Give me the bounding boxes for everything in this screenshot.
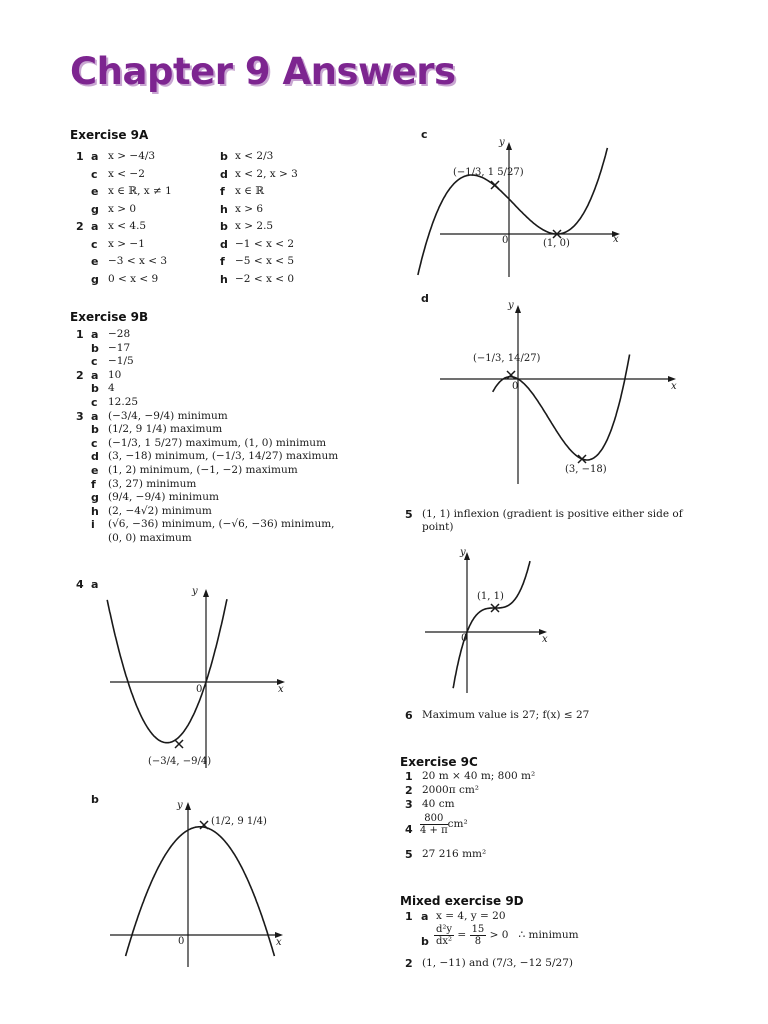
- graph-4b-origin: 0: [178, 936, 185, 947]
- graph-d: [435, 298, 685, 488]
- answer-text: x > −4/3: [108, 150, 156, 162]
- curve4b-line: [126, 827, 275, 956]
- answer-text: (√6, −36) minimum, (−√6, −36) minimum,: [108, 518, 335, 531]
- exercise-9b-row: [70, 410, 400, 424]
- exercise-9b-row: [70, 450, 400, 464]
- part-letter: d: [220, 237, 228, 251]
- answer-text: (3, −18) minimum, (−1/3, 14/27) maximum: [108, 450, 339, 463]
- part-letter: b: [91, 423, 99, 437]
- part-letter: a: [91, 328, 99, 341]
- exercise-9a-row: [70, 220, 370, 238]
- question-4b-letter: b: [91, 793, 99, 806]
- part-letter: e: [91, 185, 99, 198]
- answer-text: −1 < x < 2: [235, 237, 295, 250]
- exercise-9c-q1-answer: 20 m × 40 m; 800 m²: [422, 770, 536, 782]
- graph-5: [420, 545, 570, 695]
- answer-text: (2, −4√2) minimum: [108, 504, 212, 517]
- part-letter: g: [91, 491, 99, 505]
- answer-text: −3 < x < 3: [108, 255, 168, 267]
- graph-4b-x-label: x: [276, 937, 282, 948]
- part-letter: b: [220, 150, 228, 163]
- part-letter: a: [91, 150, 99, 163]
- exercise-9b-row: [70, 518, 400, 532]
- part-letter: f: [220, 185, 225, 198]
- part-letter: c: [91, 237, 98, 251]
- q4-fraction-numerator: 800: [420, 813, 448, 825]
- answer-text: (−3/4, −9/4) minimum: [108, 409, 228, 422]
- exercise-9b-row: [70, 478, 400, 492]
- answer-text: x > 0: [108, 202, 137, 215]
- graph-d-x-label: x: [671, 381, 677, 392]
- exercise-9b-row: [70, 491, 400, 505]
- exercise-9b-row: [70, 505, 400, 519]
- exercise-9b-row: [70, 369, 400, 383]
- part-letter: a: [91, 409, 99, 423]
- graph-4a-point-label: (−3/4, −9/4): [148, 756, 212, 767]
- graph-4a-origin: 0: [196, 684, 203, 695]
- graph-5-x-label: x: [542, 634, 548, 645]
- graph-4a: [100, 580, 300, 780]
- part-letter: h: [220, 202, 228, 216]
- graph-4a-x-label: x: [278, 684, 284, 695]
- part-letter: c: [91, 436, 98, 450]
- answer-text: (3, 27) minimum: [108, 477, 197, 490]
- answer-text: (1, 2) minimum, (−1, −2) maximum: [108, 463, 298, 476]
- exercise-9b-row: [70, 396, 400, 410]
- answer-text: −2 < x < 0: [235, 272, 295, 285]
- answer-text: −17: [108, 341, 131, 354]
- exercise-9d-q1b-letter: b: [421, 935, 429, 948]
- graph-4a-point-marker: [175, 740, 183, 748]
- answer-text: x < 2/3: [235, 150, 274, 162]
- graph-c-origin: 0: [502, 235, 509, 246]
- part-letter: i: [91, 518, 95, 532]
- question-4a-letter: a: [91, 578, 99, 591]
- part-letter: b: [91, 341, 99, 355]
- exercise-9b-heading: Exercise 9B: [70, 310, 149, 324]
- answer-text: −28: [108, 328, 131, 340]
- graph-c-y-label: y: [499, 137, 505, 148]
- graph-5-point-label: (1, 1): [477, 591, 504, 602]
- question-4-number: 4: [76, 578, 84, 591]
- part-letter: g: [91, 202, 99, 216]
- part-letter: e: [91, 255, 99, 268]
- exercise-9b-row: [70, 437, 400, 451]
- graph-d-letter: d: [421, 292, 429, 305]
- exercise-9b-row: [70, 355, 400, 369]
- graph-4a-y-label: y: [192, 586, 198, 597]
- answer-text: (0, 0) maximum: [108, 531, 192, 544]
- part-letter: a: [91, 220, 99, 233]
- q1b-value-bottom: 8: [474, 936, 482, 947]
- exercise-9a-row: [70, 238, 370, 256]
- exercise-9a-row: [70, 255, 370, 273]
- q1b-deriv-top: d²y: [436, 924, 453, 935]
- exercise-9d-q1a-answer: x = 4, y = 20: [436, 910, 506, 922]
- question-number: 2: [76, 220, 84, 233]
- q1b-conclusion: > 0 ∴ minimum: [489, 929, 579, 941]
- question-number: 1: [76, 150, 84, 163]
- answer-text: x > 6: [235, 202, 264, 215]
- exercise-9c-heading: Exercise 9C: [400, 755, 478, 769]
- exercise-9b-row: [70, 423, 400, 437]
- exercise-9a-row: [70, 185, 370, 203]
- graph-d-max-label: (−1/3, 14/27): [473, 353, 541, 364]
- part-letter: c: [91, 355, 98, 369]
- exercise-9b-row: [70, 532, 400, 546]
- exercise-9a-row: [70, 168, 370, 186]
- part-letter: b: [220, 220, 228, 233]
- answer-text: x ∈ ℝ: [235, 185, 265, 197]
- exercise-9d-q1b-answer: [434, 924, 579, 947]
- answer-text: −5 < x < 5: [235, 255, 295, 267]
- q4-fraction-denominator: 4 + π: [420, 825, 448, 836]
- exercise-9c-q3-number: 3: [405, 798, 413, 811]
- exercise-9c-q2-number: 2: [405, 784, 413, 797]
- part-letter: d: [220, 167, 228, 181]
- graph-d-y-label: y: [508, 300, 514, 311]
- graph-c-max-marker: [491, 181, 499, 189]
- question-5-text-line1: (1, 1) inflexion (gradient is positive either side of: [422, 508, 683, 520]
- exercise-9c-q5-answer: 27 216 mm²: [422, 848, 487, 860]
- q1b-deriv-bottom: dx²: [436, 936, 453, 947]
- part-letter: b: [91, 382, 99, 396]
- answer-text: x < 4.5: [108, 220, 147, 232]
- exercise-9c-q1-number: 1: [405, 770, 413, 783]
- graph-4b-point-label: (1/2, 9 1/4): [211, 816, 267, 827]
- part-letter: c: [91, 167, 98, 181]
- exercise-9c-q4-answer: [420, 813, 468, 836]
- exercise-9b-row: [70, 342, 400, 356]
- exercise-9c-q3-answer: 40 cm: [422, 798, 455, 810]
- exercise-9a-row: [70, 203, 370, 221]
- question-6-text: Maximum value is 27; f(x) ≤ 27: [422, 709, 590, 721]
- graph-c-max-label: (−1/3, 1 5/27): [453, 167, 524, 178]
- answer-text: x > −1: [108, 237, 145, 250]
- answer-text: 12.25: [108, 395, 139, 408]
- q1b-equals: =: [457, 929, 467, 941]
- exercise-9a-row: [70, 273, 370, 291]
- exercise-9d-q1a-letter: a: [421, 910, 429, 923]
- answer-text: x < −2: [108, 167, 145, 180]
- part-letter: g: [91, 272, 99, 286]
- exercise-9a-row: [70, 150, 370, 168]
- exercise-9b-row: [70, 382, 400, 396]
- graph-c: [435, 135, 635, 285]
- curve5-line: [453, 561, 530, 688]
- page-title: Chapter 9 Answers: [70, 50, 456, 93]
- exercise-9c-q2-answer: 2000π cm²: [422, 784, 480, 796]
- answer-text: x > 2.5: [235, 220, 274, 232]
- part-letter: a: [91, 368, 99, 382]
- exercise-9d-q2-answer: (1, −11) and (7/3, −12 5/27): [422, 957, 573, 969]
- answer-text: −1/5: [108, 355, 134, 368]
- question-number: 3: [76, 409, 84, 423]
- exercise-9a-heading: Exercise 9A: [70, 128, 149, 142]
- part-letter: h: [220, 272, 228, 286]
- exercise-9c-q5-number: 5: [405, 848, 413, 861]
- answer-text: (−1/3, 1 5/27) maximum, (1, 0) minimum: [108, 436, 327, 449]
- answer-text: 10: [108, 368, 122, 381]
- graph-d-min-label: (3, −18): [565, 464, 607, 475]
- part-letter: c: [91, 395, 98, 409]
- part-letter: h: [91, 504, 99, 518]
- question-number: 1: [76, 328, 84, 341]
- part-letter: f: [220, 255, 225, 268]
- answer-text: 0 < x < 9: [108, 272, 159, 285]
- graph-c-x-label: x: [613, 234, 619, 245]
- graph-4b: [100, 795, 300, 975]
- graph-4b-y-label: y: [177, 800, 183, 811]
- graph-d-origin: 0: [512, 381, 519, 392]
- exercise-9d-heading: Mixed exercise 9D: [400, 894, 524, 908]
- exercise-9d-q1-number: 1: [405, 910, 413, 923]
- answer-text: 4: [108, 382, 115, 395]
- curve4a-line: [107, 599, 227, 743]
- exercise-9b-row: [70, 328, 400, 342]
- graph-c-letter: c: [421, 128, 428, 141]
- exercise-9a-answers: [70, 150, 370, 290]
- curved-line: [493, 355, 630, 461]
- exercise-9b-row: [70, 464, 400, 478]
- graph-d-max-marker: [507, 371, 515, 379]
- q1b-value-top: 15: [471, 924, 485, 935]
- graph-5-y-label: y: [460, 547, 466, 558]
- part-letter: f: [91, 477, 96, 491]
- q4-unit: cm²: [447, 818, 468, 830]
- question-5-text-line2: point): [422, 521, 454, 533]
- answer-text: x < 2, x > 3: [235, 167, 298, 180]
- graph-5-origin: 0: [461, 633, 468, 644]
- question-6-number: 6: [405, 709, 413, 722]
- part-letter: e: [91, 463, 99, 477]
- exercise-9d-q2-number: 2: [405, 957, 413, 970]
- answer-text: (9/4, −9/4) minimum: [108, 491, 219, 504]
- question-5-number: 5: [405, 508, 413, 521]
- question-number: 2: [76, 368, 84, 382]
- exercise-9b-answers: [70, 328, 400, 546]
- answer-text: (1/2, 9 1/4) maximum: [108, 423, 223, 436]
- graph-c-min-label: (1, 0): [543, 238, 570, 249]
- part-letter: d: [91, 450, 99, 464]
- exercise-9c-q4-number: 4: [405, 823, 413, 836]
- answer-text: x ∈ ℝ, x ≠ 1: [108, 185, 172, 197]
